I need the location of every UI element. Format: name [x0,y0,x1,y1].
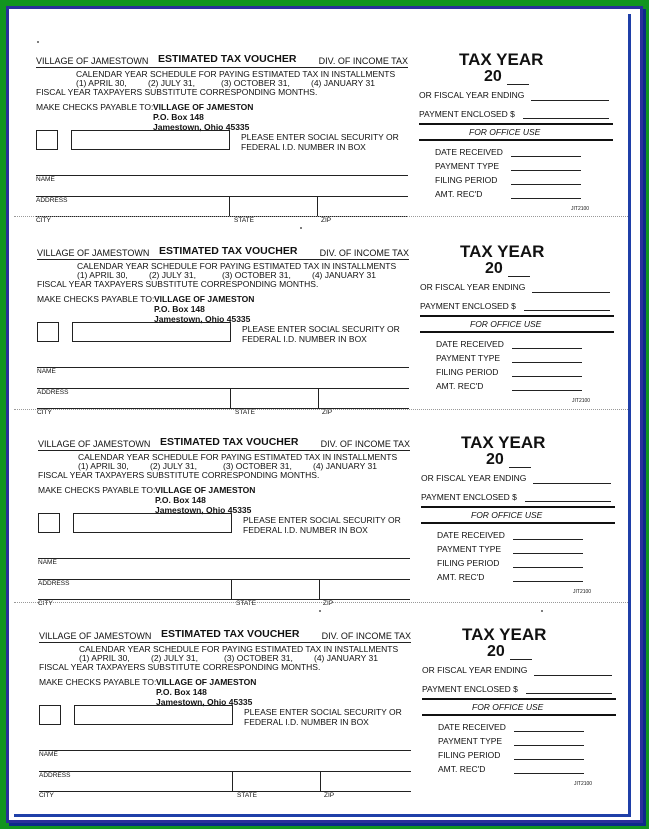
state-divider [230,388,231,409]
payee-city: Jamestown, Ohio 45335 [156,697,253,707]
installment-3: (3) OCTOBER 31, [224,653,293,663]
amount-received-blank[interactable] [513,581,583,582]
village-name: VILLAGE OF JAMESTOWN [39,631,152,641]
office-use-heading: FOR OFFICE USE [469,127,541,137]
fiscal-year-note: FISCAL YEAR TAXPAYERS SUBSTITUTE CORRESPONDING MONTHS. [38,470,320,480]
payment-enclosed-label: PAYMENT ENCLOSED $ [422,684,518,694]
voucher-title: ESTIMATED TAX VOUCHER [161,628,300,640]
ssn-entry-box[interactable] [73,513,232,533]
voucher-main-section [36,53,408,246]
date-received-label: DATE RECEIVED [438,722,506,732]
village-name: VILLAGE OF JAMESTOWN [37,248,150,258]
ssn-instructions [241,132,399,152]
fiscal-year-ending-label: OR FISCAL YEAR ENDING [422,665,528,675]
perforation-3 [14,602,628,603]
payment-type-blank[interactable] [511,170,581,171]
installment-2: (2) JULY 31, [150,461,197,471]
ssn-line-2: FEDERAL I.D. NUMBER IN BOX [241,142,366,152]
perforation-1 [14,216,628,217]
amount-received-blank[interactable] [514,773,584,774]
fiscal-year-ending-label: OR FISCAL YEAR ENDING [421,473,527,483]
payment-type-blank[interactable] [512,362,582,363]
date-received-blank[interactable] [512,348,582,349]
city-label: CITY [37,409,52,416]
perforation-2 [14,409,628,410]
payment-enclosed-blank[interactable] [523,118,609,119]
year-prefix: 20 [485,260,503,277]
payment-type-blank[interactable] [513,553,583,554]
checkbox-field[interactable] [36,130,58,150]
installment-3: (3) OCTOBER 31, [222,270,291,280]
installment-2: (2) JULY 31, [151,653,198,663]
scan-speck [541,610,543,612]
payee-name: VILLAGE OF JAMESTON [153,102,254,112]
office-rule-bottom [419,139,613,141]
installment-1: (1) APRIL 30, [78,461,129,471]
payment-enclosed-label: PAYMENT ENCLOSED $ [419,109,515,119]
address-label: ADDRESS [36,197,68,204]
payee-city: Jamestown, Ohio 45335 [155,505,252,515]
payment-enclosed-blank[interactable] [525,501,611,502]
date-received-label: DATE RECEIVED [435,147,503,157]
address-label: ADDRESS [38,580,70,587]
header-rule [36,67,408,68]
voucher-main-section [39,628,411,821]
payee-po-box: P.O. Box 148 [155,495,206,505]
header-rule [39,642,411,643]
amount-received-label: AMT. REC'D [438,764,486,774]
header-rule [37,259,409,260]
ssn-line-1: PLEASE ENTER SOCIAL SECURITY OR [242,324,400,334]
village-name: VILLAGE OF JAMESTOWN [38,439,151,449]
voucher-title: ESTIMATED TAX VOUCHER [159,245,298,257]
voucher-sheet [14,14,631,817]
voucher-title: ESTIMATED TAX VOUCHER [160,436,299,448]
form-code: JIT2100 [573,589,592,595]
name-label: NAME [37,368,56,375]
address-rule [37,388,409,389]
estimated-tax-voucher [16,433,630,629]
schedule-text: CALENDAR YEAR SCHEDULE FOR PAYING ESTIMATED TAX IN INSTALLMENTS [77,261,397,271]
installment-2: (2) JULY 31, [148,78,195,88]
checkbox-field[interactable] [38,513,60,533]
payment-type-label: PAYMENT TYPE [435,161,500,171]
state-label: STATE [236,600,256,607]
ssn-instructions [244,707,402,727]
city-rule [39,791,411,792]
ssn-line-1: PLEASE ENTER SOCIAL SECURITY OR [243,515,401,525]
name-rule [37,367,409,368]
name-label: NAME [39,751,58,758]
name-rule [36,175,408,176]
office-use-heading: FOR OFFICE USE [470,319,542,329]
checkbox-field[interactable] [37,322,59,342]
header-rule [38,450,410,451]
schedule-text: CALENDAR YEAR SCHEDULE FOR PAYING ESTIMATED TAX IN INSTALLMENTS [79,644,399,654]
installment-4: (4) JANUARY 31 [311,78,375,88]
office-rule-top [422,698,616,700]
date-received-blank[interactable] [513,539,583,540]
tax-year-section [419,50,619,246]
payee-name: VILLAGE OF JAMESTON [155,485,256,495]
zip-divider [319,579,320,600]
year-blank[interactable] [507,84,529,85]
ssn-line-1: PLEASE ENTER SOCIAL SECURITY OR [241,132,399,142]
filing-period-blank[interactable] [513,567,583,568]
filing-period-blank[interactable] [514,759,584,760]
address-label: ADDRESS [39,772,71,779]
state-label: STATE [234,217,254,224]
fiscal-year-ending-label: OR FISCAL YEAR ENDING [420,282,526,292]
city-label: CITY [39,792,54,799]
city-label: CITY [36,217,51,224]
tax-year-heading: TAX YEAR [461,433,546,452]
fiscal-year-ending-blank[interactable] [531,100,609,101]
payee-address [156,677,256,707]
filing-period-label: FILING PERIOD [438,750,501,760]
ssn-line-1: PLEASE ENTER SOCIAL SECURITY OR [244,707,402,717]
installment-1: (1) APRIL 30, [76,78,127,88]
zip-label: ZIP [321,217,332,224]
form-code: JIT2100 [572,398,591,404]
payee-address [155,485,255,515]
form-code: JIT2100 [574,781,593,787]
filing-period-blank[interactable] [512,376,582,377]
payable-label: MAKE CHECKS PAYABLE TO: [38,485,156,495]
city-rule [38,599,410,600]
name-rule [38,558,410,559]
schedule-text: CALENDAR YEAR SCHEDULE FOR PAYING ESTIMATED TAX IN INSTALLMENTS [78,452,398,462]
payee-name: VILLAGE OF JAMESTON [156,677,257,687]
office-rule-top [421,506,615,508]
payment-enclosed-label: PAYMENT ENCLOSED $ [420,301,516,311]
zip-label: ZIP [322,409,333,416]
state-divider [232,771,233,792]
installment-1: (1) APRIL 30, [79,653,130,663]
payee-po-box: P.O. Box 148 [153,112,204,122]
fiscal-year-ending-blank[interactable] [532,292,610,293]
office-rule-top [419,123,613,125]
year-prefix: 20 [486,451,504,468]
filing-period-label: FILING PERIOD [436,367,499,377]
address-label: ADDRESS [37,389,69,396]
payable-label: MAKE CHECKS PAYABLE TO: [36,102,154,112]
address-rule [36,196,408,197]
ssn-entry-box[interactable] [74,705,233,725]
installment-2: (2) JULY 31, [149,270,196,280]
payee-address [153,102,253,132]
fiscal-year-note: FISCAL YEAR TAXPAYERS SUBSTITUTE CORRESPONDING MONTHS. [37,279,319,289]
name-rule [39,750,411,751]
fiscal-year-note: FISCAL YEAR TAXPAYERS SUBSTITUTE CORRESPONDING MONTHS. [39,662,321,672]
tax-year-heading: TAX YEAR [462,625,547,644]
office-use-heading: FOR OFFICE USE [472,702,544,712]
amount-received-label: AMT. REC'D [436,381,484,391]
schedule-text: CALENDAR YEAR SCHEDULE FOR PAYING ESTIMATED TAX IN INSTALLMENTS [76,69,396,79]
tax-year-section [422,625,622,821]
date-received-blank[interactable] [511,156,581,157]
date-received-blank[interactable] [514,731,584,732]
payee-name: VILLAGE OF JAMESTON [154,294,255,304]
office-rule-bottom [421,522,615,524]
installment-4: (4) JANUARY 31 [312,270,376,280]
zip-label: ZIP [324,792,335,799]
amount-received-blank[interactable] [511,198,581,199]
name-label: NAME [36,176,55,183]
payment-enclosed-label: PAYMENT ENCLOSED $ [421,492,517,502]
office-rule-bottom [422,714,616,716]
name-label: NAME [38,559,57,566]
payee-po-box: P.O. Box 148 [156,687,207,697]
installment-3: (3) OCTOBER 31, [221,78,290,88]
estimated-tax-voucher [17,625,631,821]
installment-3: (3) OCTOBER 31, [223,461,292,471]
amount-received-label: AMT. REC'D [435,189,483,199]
voucher-main-section [38,436,410,629]
city-label: CITY [38,600,53,607]
ssn-line-2: FEDERAL I.D. NUMBER IN BOX [243,525,368,535]
tax-year-heading: TAX YEAR [459,50,544,69]
installment-4: (4) JANUARY 31 [313,461,377,471]
year-blank[interactable] [508,276,530,277]
division-label: DIV. OF INCOME TAX [320,439,410,449]
office-rule-bottom [420,331,614,333]
year-prefix: 20 [484,68,502,85]
address-rule [38,579,410,580]
filing-period-label: FILING PERIOD [437,558,500,568]
filing-period-blank[interactable] [511,184,581,185]
payable-label: MAKE CHECKS PAYABLE TO: [37,294,155,304]
payment-type-blank[interactable] [514,745,584,746]
ssn-line-2: FEDERAL I.D. NUMBER IN BOX [244,717,369,727]
date-received-label: DATE RECEIVED [436,339,504,349]
office-rule-top [420,315,614,317]
payee-po-box: P.O. Box 148 [154,304,205,314]
fiscal-year-ending-blank[interactable] [534,675,612,676]
payment-enclosed-blank[interactable] [526,693,612,694]
zip-label: ZIP [323,600,334,607]
zip-divider [317,196,318,217]
division-label: DIV. OF INCOME TAX [318,56,408,66]
payment-type-label: PAYMENT TYPE [436,353,501,363]
division-label: DIV. OF INCOME TAX [321,631,411,641]
ssn-entry-box[interactable] [72,322,231,342]
year-blank[interactable] [510,659,532,660]
state-label: STATE [237,792,257,799]
installment-1: (1) APRIL 30, [77,270,128,280]
state-divider [229,196,230,217]
checkbox-field[interactable] [39,705,61,725]
amount-received-label: AMT. REC'D [437,572,485,582]
scan-speck [300,227,302,229]
ssn-entry-box[interactable] [71,130,230,150]
year-blank[interactable] [509,467,531,468]
filing-period-label: FILING PERIOD [435,175,498,185]
payee-city: Jamestown, Ohio 45335 [153,122,250,132]
state-label: STATE [235,409,255,416]
ssn-line-2: FEDERAL I.D. NUMBER IN BOX [242,334,367,344]
date-received-label: DATE RECEIVED [437,530,505,540]
installment-4: (4) JANUARY 31 [314,653,378,663]
fiscal-year-ending-blank[interactable] [533,483,611,484]
payment-type-label: PAYMENT TYPE [437,544,502,554]
scan-speck [37,41,39,43]
payee-address [154,294,254,324]
tax-year-section [421,433,621,629]
fiscal-year-note: FISCAL YEAR TAXPAYERS SUBSTITUTE CORRESPONDING MONTHS. [36,87,318,97]
zip-divider [320,771,321,792]
office-use-heading: FOR OFFICE USE [471,510,543,520]
zip-divider [318,388,319,409]
amount-received-blank[interactable] [512,390,582,391]
estimated-tax-voucher [14,50,628,246]
payable-label: MAKE CHECKS PAYABLE TO: [39,677,157,687]
village-name: VILLAGE OF JAMESTOWN [36,56,149,66]
voucher-title: ESTIMATED TAX VOUCHER [158,53,297,65]
scan-speck [319,610,321,612]
tax-year-heading: TAX YEAR [460,242,545,261]
form-code: JIT2100 [571,206,590,212]
payee-city: Jamestown, Ohio 45335 [154,314,251,324]
division-label: DIV. OF INCOME TAX [319,248,409,258]
year-prefix: 20 [487,643,505,660]
fiscal-year-ending-label: OR FISCAL YEAR ENDING [419,90,525,100]
address-rule [39,771,411,772]
ssn-instructions [243,515,401,535]
payment-enclosed-blank[interactable] [524,310,610,311]
state-divider [231,579,232,600]
ssn-instructions [242,324,400,344]
payment-type-label: PAYMENT TYPE [438,736,503,746]
